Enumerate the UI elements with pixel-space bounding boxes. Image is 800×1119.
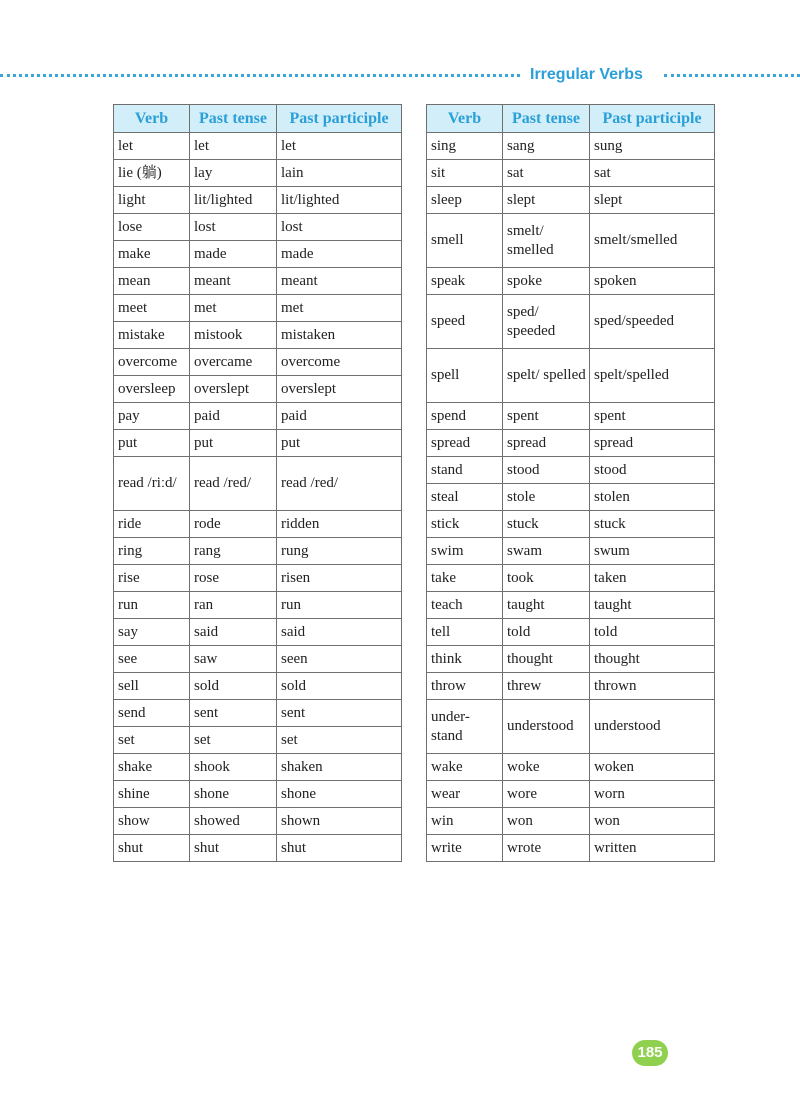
- header-dotted-rule-right: [664, 74, 800, 77]
- past-participle-cell: worn: [590, 781, 715, 808]
- verb-cell: ring: [114, 538, 190, 565]
- header-band: [0, 64, 800, 86]
- past-tense-cell: taught: [503, 592, 590, 619]
- past-tense-cell: rang: [190, 538, 277, 565]
- verb-cell: take: [427, 565, 503, 592]
- verb-cell: show: [114, 808, 190, 835]
- past-participle-cell: put: [277, 430, 402, 457]
- past-participle-cell: shaken: [277, 754, 402, 781]
- past-participle-cell: won: [590, 808, 715, 835]
- past-participle-cell: overslept: [277, 376, 402, 403]
- verb-cell: read /riːd/: [114, 457, 190, 511]
- verb-cell: spell: [427, 349, 503, 403]
- past-tense-cell: meant: [190, 268, 277, 295]
- page-title: Irregular Verbs: [530, 66, 643, 83]
- verb-cell: wake: [427, 754, 503, 781]
- verb-cell: tell: [427, 619, 503, 646]
- past-tense-cell: let: [190, 133, 277, 160]
- table-row: [114, 187, 402, 214]
- table-row: [114, 673, 402, 700]
- verb-cell: sing: [427, 133, 503, 160]
- table-row: [114, 241, 402, 268]
- table-row: [427, 754, 715, 781]
- past-participle-cell: shone: [277, 781, 402, 808]
- past-participle-cell: meant: [277, 268, 402, 295]
- past-participle-cell: slept: [590, 187, 715, 214]
- table-row: [427, 295, 715, 349]
- verb-cell: set: [114, 727, 190, 754]
- past-tense-cell: wrote: [503, 835, 590, 862]
- past-tense-cell: stole: [503, 484, 590, 511]
- past-participle-cell: risen: [277, 565, 402, 592]
- table-row: [114, 781, 402, 808]
- verb-cell: throw: [427, 673, 503, 700]
- table-row: [427, 592, 715, 619]
- past-tense-cell: smelt/ smelled: [503, 214, 590, 268]
- past-participle-cell: made: [277, 241, 402, 268]
- table-row: [427, 700, 715, 754]
- past-participle-cell: thrown: [590, 673, 715, 700]
- past-tense-cell: overslept: [190, 376, 277, 403]
- past-tense-cell: sang: [503, 133, 590, 160]
- table-row: [114, 592, 402, 619]
- past-participle-cell: told: [590, 619, 715, 646]
- past-tense-cell: met: [190, 295, 277, 322]
- table-row: [114, 268, 402, 295]
- past-tense-cell: sped/ speeded: [503, 295, 590, 349]
- verb-cell: under- stand: [427, 700, 503, 754]
- table-row: [114, 511, 402, 538]
- verb-cell: light: [114, 187, 190, 214]
- column-header-past-participle: Past participle: [590, 105, 715, 133]
- past-participle-cell: sat: [590, 160, 715, 187]
- verb-cell: teach: [427, 592, 503, 619]
- table-row: [114, 322, 402, 349]
- past-tense-cell: ran: [190, 592, 277, 619]
- past-participle-cell: overcome: [277, 349, 402, 376]
- verb-cell: lose: [114, 214, 190, 241]
- table-row: [114, 133, 402, 160]
- past-tense-cell: rode: [190, 511, 277, 538]
- verb-cell: stand: [427, 457, 503, 484]
- past-participle-cell: spelt/spelled: [590, 349, 715, 403]
- past-tense-cell: shone: [190, 781, 277, 808]
- past-tense-cell: spent: [503, 403, 590, 430]
- past-tense-cell: understood: [503, 700, 590, 754]
- table-header-row: [114, 105, 402, 133]
- verb-cell: steal: [427, 484, 503, 511]
- table-row: [114, 160, 402, 187]
- past-tense-cell: put: [190, 430, 277, 457]
- table-row: [114, 349, 402, 376]
- past-tense-cell: stood: [503, 457, 590, 484]
- verb-cell: make: [114, 241, 190, 268]
- past-participle-cell: sold: [277, 673, 402, 700]
- table-row: [427, 565, 715, 592]
- column-header-past-tense: Past tense: [503, 105, 590, 133]
- table-row: [114, 700, 402, 727]
- table-row: [114, 835, 402, 862]
- past-tense-cell: mistook: [190, 322, 277, 349]
- past-tense-cell: made: [190, 241, 277, 268]
- verb-cell: lie (躺): [114, 160, 190, 187]
- past-participle-cell: spoken: [590, 268, 715, 295]
- verb-cell: rise: [114, 565, 190, 592]
- verb-cell: see: [114, 646, 190, 673]
- past-tense-cell: threw: [503, 673, 590, 700]
- verb-cell: think: [427, 646, 503, 673]
- table-row: [114, 619, 402, 646]
- past-tense-cell: overcame: [190, 349, 277, 376]
- past-participle-cell: rung: [277, 538, 402, 565]
- past-tense-cell: lit/lighted: [190, 187, 277, 214]
- verb-cell: speak: [427, 268, 503, 295]
- past-tense-cell: shook: [190, 754, 277, 781]
- table-row: [114, 808, 402, 835]
- past-participle-cell: said: [277, 619, 402, 646]
- table-row: [427, 484, 715, 511]
- table-row: [114, 538, 402, 565]
- verb-cell: shut: [114, 835, 190, 862]
- verb-cell: stick: [427, 511, 503, 538]
- verb-cell: overcome: [114, 349, 190, 376]
- past-tense-cell: told: [503, 619, 590, 646]
- verb-table-left: [113, 104, 402, 862]
- verb-cell: spread: [427, 430, 503, 457]
- table-row: [427, 349, 715, 403]
- verb-cell: ride: [114, 511, 190, 538]
- verb-cell: spend: [427, 403, 503, 430]
- verb-cell: sit: [427, 160, 503, 187]
- table-row: [427, 430, 715, 457]
- verb-cell: sleep: [427, 187, 503, 214]
- table-row: [114, 646, 402, 673]
- table-row: [427, 781, 715, 808]
- column-header-verb: Verb: [427, 105, 503, 133]
- past-tense-cell: stuck: [503, 511, 590, 538]
- past-tense-cell: sat: [503, 160, 590, 187]
- verb-cell: say: [114, 619, 190, 646]
- table-row: [114, 214, 402, 241]
- past-participle-cell: written: [590, 835, 715, 862]
- past-tense-cell: saw: [190, 646, 277, 673]
- past-participle-cell: sped/speeded: [590, 295, 715, 349]
- past-tense-cell: slept: [503, 187, 590, 214]
- past-tense-cell: lay: [190, 160, 277, 187]
- verb-cell: put: [114, 430, 190, 457]
- verb-cell: smell: [427, 214, 503, 268]
- past-participle-cell: stolen: [590, 484, 715, 511]
- header-dotted-rule-left: [0, 74, 520, 77]
- past-participle-cell: taught: [590, 592, 715, 619]
- past-tense-cell: spelt/ spelled: [503, 349, 590, 403]
- table-row: [427, 187, 715, 214]
- past-participle-cell: swum: [590, 538, 715, 565]
- past-tense-cell: spoke: [503, 268, 590, 295]
- past-tense-cell: thought: [503, 646, 590, 673]
- verb-cell: mean: [114, 268, 190, 295]
- verb-cell: shine: [114, 781, 190, 808]
- past-participle-cell: woken: [590, 754, 715, 781]
- column-header-past-tense: Past tense: [190, 105, 277, 133]
- page-number-badge: 185: [632, 1040, 668, 1066]
- past-participle-cell: met: [277, 295, 402, 322]
- past-tense-cell: woke: [503, 754, 590, 781]
- verb-cell: win: [427, 808, 503, 835]
- past-participle-cell: spent: [590, 403, 715, 430]
- past-participle-cell: stood: [590, 457, 715, 484]
- table-row: [114, 403, 402, 430]
- verb-cell: meet: [114, 295, 190, 322]
- verb-cell: swim: [427, 538, 503, 565]
- table-row: [427, 538, 715, 565]
- past-tense-cell: sold: [190, 673, 277, 700]
- past-participle-cell: smelt/smelled: [590, 214, 715, 268]
- verb-cell: wear: [427, 781, 503, 808]
- past-participle-cell: stuck: [590, 511, 715, 538]
- past-tense-cell: won: [503, 808, 590, 835]
- past-participle-cell: paid: [277, 403, 402, 430]
- past-participle-cell: taken: [590, 565, 715, 592]
- table-row: [114, 295, 402, 322]
- table-row: [427, 268, 715, 295]
- verb-cell: shake: [114, 754, 190, 781]
- table-row: [114, 457, 402, 511]
- verb-table-right: [426, 104, 715, 862]
- table-row: [427, 214, 715, 268]
- table-row: [427, 619, 715, 646]
- past-tense-cell: rose: [190, 565, 277, 592]
- past-tense-cell: took: [503, 565, 590, 592]
- past-tense-cell: wore: [503, 781, 590, 808]
- verb-cell: oversleep: [114, 376, 190, 403]
- column-header-past-participle: Past participle: [277, 105, 402, 133]
- table-row: [427, 835, 715, 862]
- past-participle-cell: thought: [590, 646, 715, 673]
- past-tense-cell: showed: [190, 808, 277, 835]
- past-participle-cell: lit/lighted: [277, 187, 402, 214]
- past-tense-cell: said: [190, 619, 277, 646]
- past-participle-cell: mistaken: [277, 322, 402, 349]
- table-row: [114, 727, 402, 754]
- past-tense-cell: swam: [503, 538, 590, 565]
- past-tense-cell: read /red/: [190, 457, 277, 511]
- table-row: [427, 457, 715, 484]
- verb-cell: sell: [114, 673, 190, 700]
- verb-cell: send: [114, 700, 190, 727]
- past-participle-cell: run: [277, 592, 402, 619]
- past-participle-cell: read /red/: [277, 457, 402, 511]
- past-participle-cell: shown: [277, 808, 402, 835]
- table-row: [427, 646, 715, 673]
- verb-cell: pay: [114, 403, 190, 430]
- past-tense-cell: lost: [190, 214, 277, 241]
- past-participle-cell: let: [277, 133, 402, 160]
- past-participle-cell: lain: [277, 160, 402, 187]
- past-tense-cell: set: [190, 727, 277, 754]
- table-row: [427, 808, 715, 835]
- past-participle-cell: set: [277, 727, 402, 754]
- past-participle-cell: shut: [277, 835, 402, 862]
- past-participle-cell: spread: [590, 430, 715, 457]
- past-tense-cell: sent: [190, 700, 277, 727]
- table-row: [114, 430, 402, 457]
- table-row: [427, 673, 715, 700]
- table-row: [114, 754, 402, 781]
- verb-cell: speed: [427, 295, 503, 349]
- past-tense-cell: shut: [190, 835, 277, 862]
- table-row: [427, 403, 715, 430]
- verb-cell: run: [114, 592, 190, 619]
- past-participle-cell: seen: [277, 646, 402, 673]
- past-participle-cell: ridden: [277, 511, 402, 538]
- verb-cell: let: [114, 133, 190, 160]
- past-participle-cell: sent: [277, 700, 402, 727]
- table-header-row: [427, 105, 715, 133]
- past-participle-cell: sung: [590, 133, 715, 160]
- column-header-verb: Verb: [114, 105, 190, 133]
- past-participle-cell: understood: [590, 700, 715, 754]
- verb-cell: write: [427, 835, 503, 862]
- verb-cell: mistake: [114, 322, 190, 349]
- past-participle-cell: lost: [277, 214, 402, 241]
- table-row: [114, 565, 402, 592]
- table-row: [427, 160, 715, 187]
- table-row: [427, 133, 715, 160]
- past-tense-cell: paid: [190, 403, 277, 430]
- table-row: [114, 376, 402, 403]
- table-row: [427, 511, 715, 538]
- past-tense-cell: spread: [503, 430, 590, 457]
